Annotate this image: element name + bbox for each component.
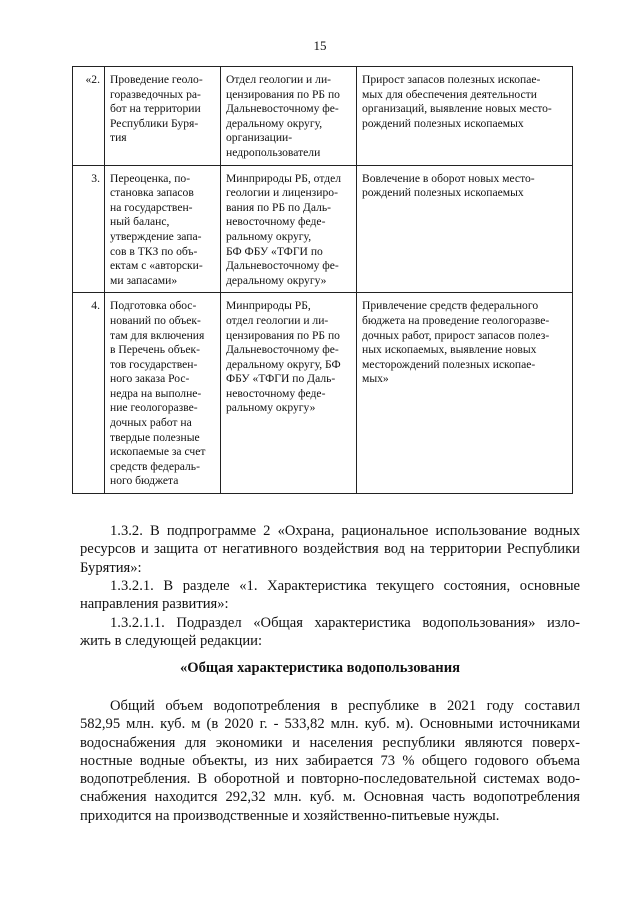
page-number: 15 — [313, 38, 327, 53]
section-heading: «Общая характеристика водопользования — [179, 660, 461, 676]
paragraph-1-3-2: 1.3.2. В подпрограмме 2 «Охрана, рациональное использование водных ресурсов и защита от негативного воздействия вод на территории Республики Бурятия»: — [80, 523, 580, 576]
row-number: 3. — [73, 165, 105, 293]
row-number: 4. — [73, 293, 105, 494]
paragraph-water-use: Общий объем водопотребления в республике в 2021 году составил 582,95 млн. куб. м (в 2020 г. - 533,82 млн. куб. м). Основными источниками водоснабжения для экономики и населения республики являются поверх- ностные водные объекты, из них забирается 73 % общего годового объема водопотребления. В оборотной и повторно-последовательной системах водо- снабжения находится 292,32 млн. куб. м. Основная часть водопотребления приходится на производственные и хозяйственно-питьевые нужды. — [80, 698, 580, 824]
executor-cell: Отдел геологии и ли- цензирования по РБ по Дальневосточному фе- деральному округу, организации- недропользователи — [221, 67, 357, 166]
result-cell: Вовлечение в оборот новых место- рождений полезных ископаемых — [357, 165, 573, 293]
table-row — [73, 293, 573, 494]
executor-cell: Минприроды РБ, отдел геологии и ли- цензирования по РБ по Дальневосточному фе- деральному округу, БФ ФБУ «ТФГИ по Даль- невосточному феде- ральному округу» — [221, 293, 357, 494]
executor-cell: Минприроды РБ, отдел геологии и лицензиро- вания по РБ по Даль- невосточному феде- ральному округу, БФ ФБУ «ТФГИ по Дальневосточному фе- деральному округу» — [221, 165, 357, 293]
table-row — [73, 67, 573, 166]
action-cell: Проведение геоло- горазведочных ра- бот на территории Республики Буря- тия — [105, 67, 221, 166]
paragraph-1-3-2-1-1: 1.3.2.1.1. Подраздел «Общая характеристика водопользования» изло- жить в следующей редакции: — [80, 615, 580, 650]
result-cell: Прирост запасов полезных ископае- мых для обеспечения деятельности организаций, выявление новых место- рождений полезных ископаемых — [357, 67, 573, 166]
table-row — [73, 165, 573, 293]
row-number: «2. — [73, 67, 105, 166]
action-cell: Переоценка, по- становка запасов на государствен- ный баланс, утверждение запа- сов в ТКЗ по объ- ектам с «авторски- ми запасами» — [105, 165, 221, 293]
paragraph-1-3-2-1: 1.3.2.1. В разделе «1. Характеристика текущего состояния, основные направления развития»: — [80, 578, 580, 613]
result-cell: Привлечение средств федерального бюджета на проведение геологоразве- дочных работ, прирост запасов полез- ных ископаемых, выявление новых месторождений полезных ископае- мых» — [357, 293, 573, 494]
measures-table — [72, 66, 573, 494]
action-cell: Подготовка обос- нований по объек- там для включения в Перечень объек- тов государствен- ного заказа Рос- недра на выполне- ние геологоразве- дочных работ на твердые полезные ископаемые за счет средств федераль- ного бюджета — [105, 293, 221, 494]
